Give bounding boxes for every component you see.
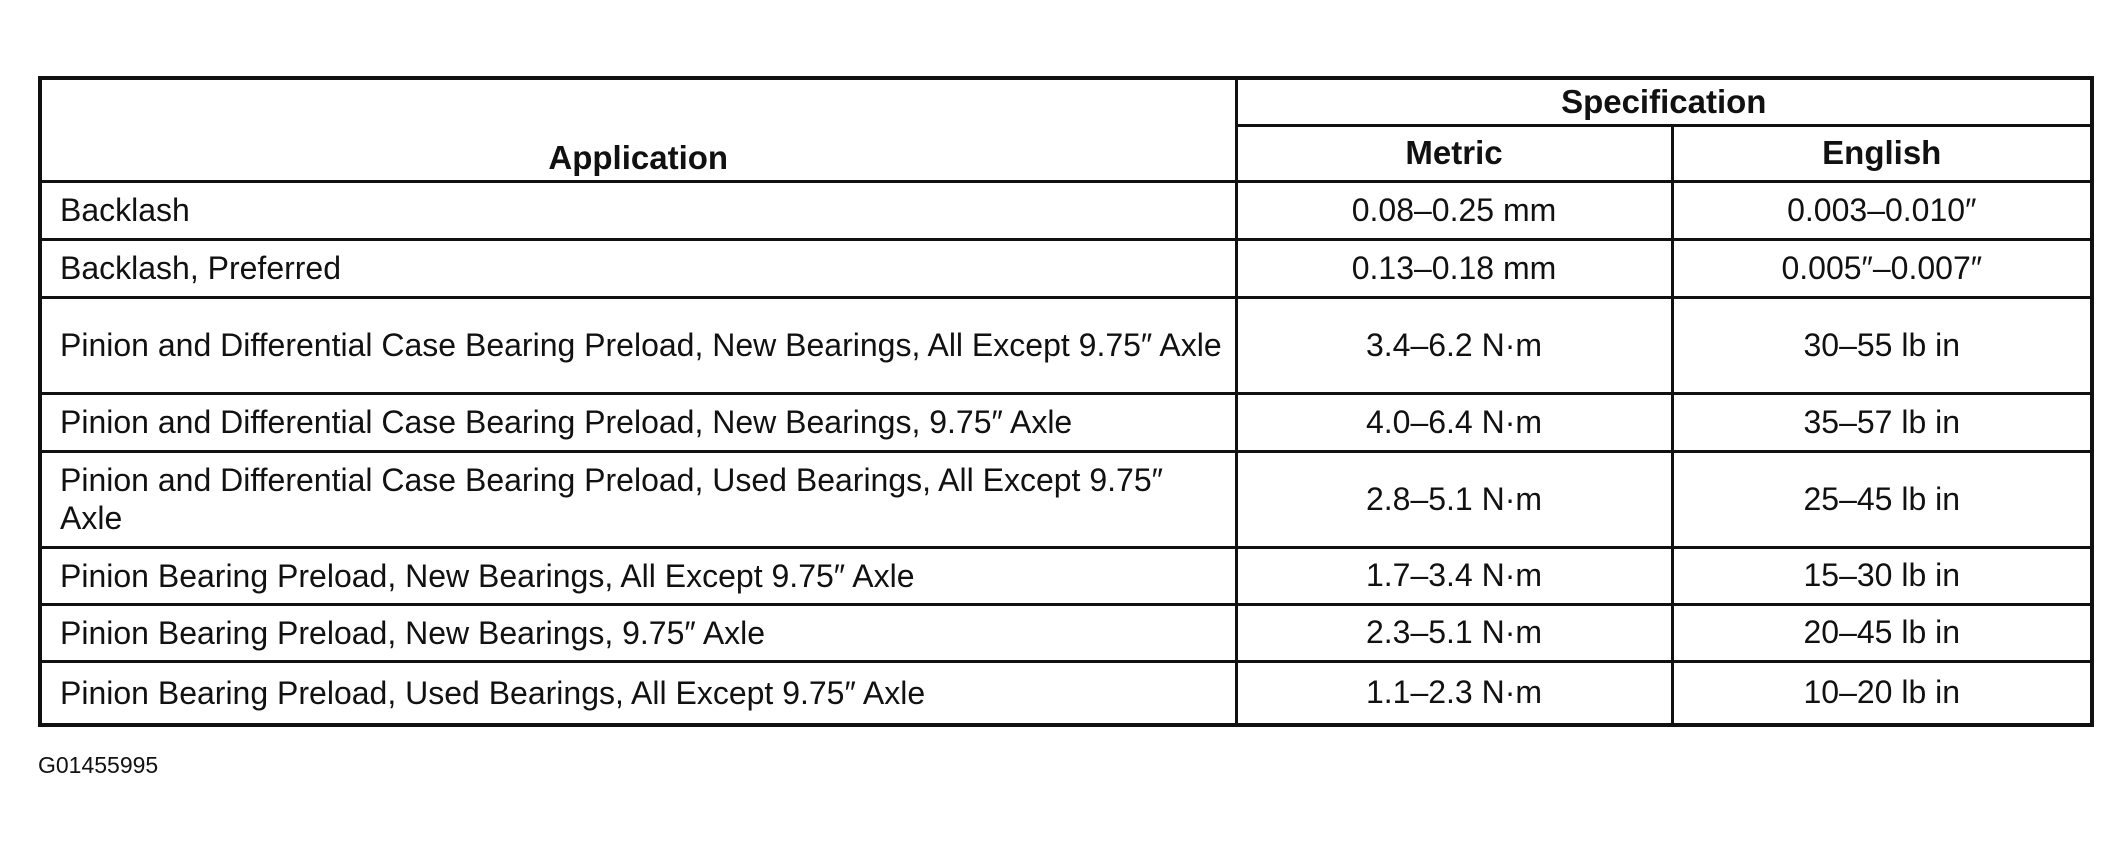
application-cell: Pinion and Differential Case Bearing Preload, Used Bearings, All Except 9.75″ Axle [40,451,1236,547]
metric-cell: 2.3–5.1 N·m [1236,604,1672,661]
application-cell: Pinion Bearing Preload, New Bearings, 9.75″ Axle [40,604,1236,661]
figure-id: G01455995 [38,752,159,778]
metric-cell: 2.8–5.1 N·m [1236,451,1672,547]
table-row [40,451,2092,547]
english-cell: 35–57 lb in [1672,393,2092,451]
application-cell: Pinion Bearing Preload, Used Bearings, All Except 9.75″ Axle [40,661,1236,725]
metric-cell: 0.08–0.25 mm [1236,181,1672,239]
table-row [40,661,2092,725]
english-cell: 25–45 lb in [1672,451,2092,547]
english-cell: 0.005″–0.007″ [1672,239,2092,297]
table-row [40,181,2092,239]
header-specification: Specification [1236,78,2092,125]
english-cell: 0.003–0.010″ [1672,181,2092,239]
english-cell: 15–30 lb in [1672,547,2092,604]
header-application: Application [40,78,1236,181]
metric-cell: 4.0–6.4 N·m [1236,393,1672,451]
application-cell: Backlash [40,181,1236,239]
table-row [40,604,2092,661]
metric-cell: 0.13–0.18 mm [1236,239,1672,297]
metric-cell: 1.7–3.4 N·m [1236,547,1672,604]
english-cell: 10–20 lb in [1672,661,2092,725]
table-row [40,547,2092,604]
table-row [40,297,2092,393]
table-row [40,393,2092,451]
english-cell: 30–55 lb in [1672,297,2092,393]
metric-cell: 1.1–2.3 N·m [1236,661,1672,725]
application-cell: Pinion and Differential Case Bearing Preload, New Bearings, 9.75″ Axle [40,393,1236,451]
metric-cell: 3.4–6.2 N·m [1236,297,1672,393]
english-cell: 20–45 lb in [1672,604,2092,661]
application-cell: Pinion Bearing Preload, New Bearings, All Except 9.75″ Axle [40,547,1236,604]
application-cell: Backlash, Preferred [40,239,1236,297]
header-english: English [1672,125,2092,181]
specification-table [38,76,2094,727]
table-row [40,239,2092,297]
header-metric: Metric [1236,125,1672,181]
application-cell: Pinion and Differential Case Bearing Preload, New Bearings, All Except 9.75″ Axle [40,297,1236,393]
